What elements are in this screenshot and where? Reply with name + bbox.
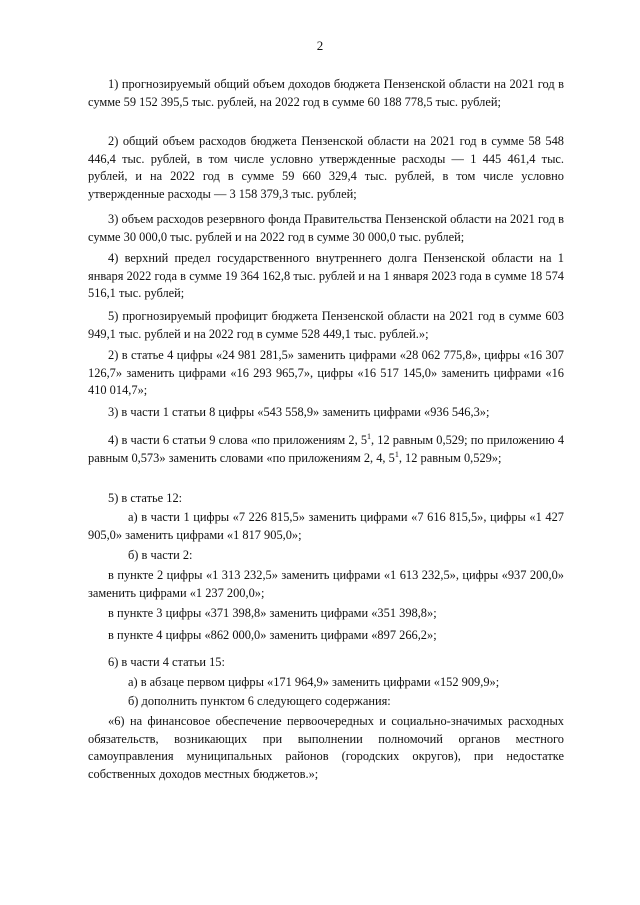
- paragraph-item-3: в пункте 3 цифры «371 398,8» заменить цифрами «351 398,8»;: [108, 606, 437, 620]
- paragraph-item-2: в пункте 2 цифры «1 313 232,5» заменить цифрами «1 613 232,5», цифры «937 200,0» заменить цифрами «1 237 200,0»;: [88, 568, 564, 600]
- article-9-text-part-3: , 12 равным 0,529»;: [398, 450, 502, 465]
- superscript-1: 1: [394, 449, 399, 459]
- paragraph-article-15-b: б) дополнить пунктом 6 следующего содержания:: [128, 694, 391, 708]
- paragraph-item-4: в пункте 4 цифры «862 000,0» заменить цифрами «897 266,2»;: [108, 628, 437, 642]
- superscript-1: 1: [367, 432, 372, 441]
- paragraph-article-12-part-1: а) в части 1 цифры «7 226 815,5» заменить цифрами «7 616 815,5», цифры «1 427 905,0» заменить цифрами «1 817 905,0»;: [88, 510, 564, 542]
- article-9-text-part-2: , 12 равным 0,529; по приложению 4 равным 0,573» заменить словами «по приложениям 2, 4, 5: [88, 433, 565, 465]
- paragraph-article-8: 3) в части 1 статьи 8 цифры «543 558,9» заменить цифрами «936 546,3»;: [108, 405, 490, 419]
- paragraph-article-15: 6) в части 4 статьи 15:: [108, 655, 225, 669]
- paragraph-expenses: 2) общий объем расходов бюджета Пензенской области на 2021 год в сумме 58 548 446,4 тыс. рублей, в том числе условно утвержденные расходы — 1 445 461,4 тыс. рублей, и на 2022 год в сумме 59 660 329,4 тыс. рублей, в том числе условно утвержденные расходы — 3 158 379,3 тыс. рублей;: [88, 134, 564, 201]
- paragraph-article-9: [88, 432, 564, 467]
- article-9-text-part-1: 4) в части 6 статьи 9 слова «по приложениям 2, 5: [108, 433, 368, 447]
- paragraph-article-15-a: а) в абзаце первом цифры «171 964,9» заменить цифрами «152 909,9»;: [128, 675, 500, 689]
- paragraph-article-12-part-2: б) в части 2:: [128, 548, 193, 562]
- paragraph-article-4: 2) в статье 4 цифры «24 981 281,5» заменить цифрами «28 062 775,8», цифры «16 307 126,7» заменить цифрами «16 293 965,7», цифры «16 517 145,0» заменить цифрами «16 410 014,7»;: [88, 348, 564, 398]
- paragraph-revenue: 1) прогнозируемый общий объем доходов бюджета Пензенской области на 2021 год в сумме 59 152 395,5 тыс. рублей, на 2022 год в сумме 60 188 778,5 тыс. рублей;: [88, 77, 564, 109]
- paragraph-debt-limit: 4) верхний предел государственного внутреннего долга Пензенской области на 1 января 2022 года в сумме 19 364 162,8 тыс. рублей и на 1 января 2023 года в сумме 18 574 516,1 тыс. рублей;: [88, 251, 564, 301]
- paragraph-article-12: 5) в статье 12:: [108, 491, 183, 505]
- paragraph-item-6: «6) на финансовое обеспечение первоочередных и социально-значимых расходных обязательств, возникающих при выполнении полномочий органов местного самоуправления муниципальных районов (городских округов), при недостатке собственных доходов местных бюджетов.»;: [88, 714, 564, 781]
- paragraph-reserve-fund: 3) объем расходов резервного фонда Правительства Пензенской области на 2021 год в сумме 30 000,0 тыс. рублей и на 2022 год в сумме 30 000,0 тыс. рублей;: [88, 212, 564, 244]
- page-number: 2: [316, 38, 324, 53]
- paragraph-surplus: 5) прогнозируемый профицит бюджета Пензенской области на 2021 год в сумме 603 949,1 тыс. рублей и на 2022 год в сумме 528 449,1 тыс. рублей.»;: [88, 309, 564, 341]
